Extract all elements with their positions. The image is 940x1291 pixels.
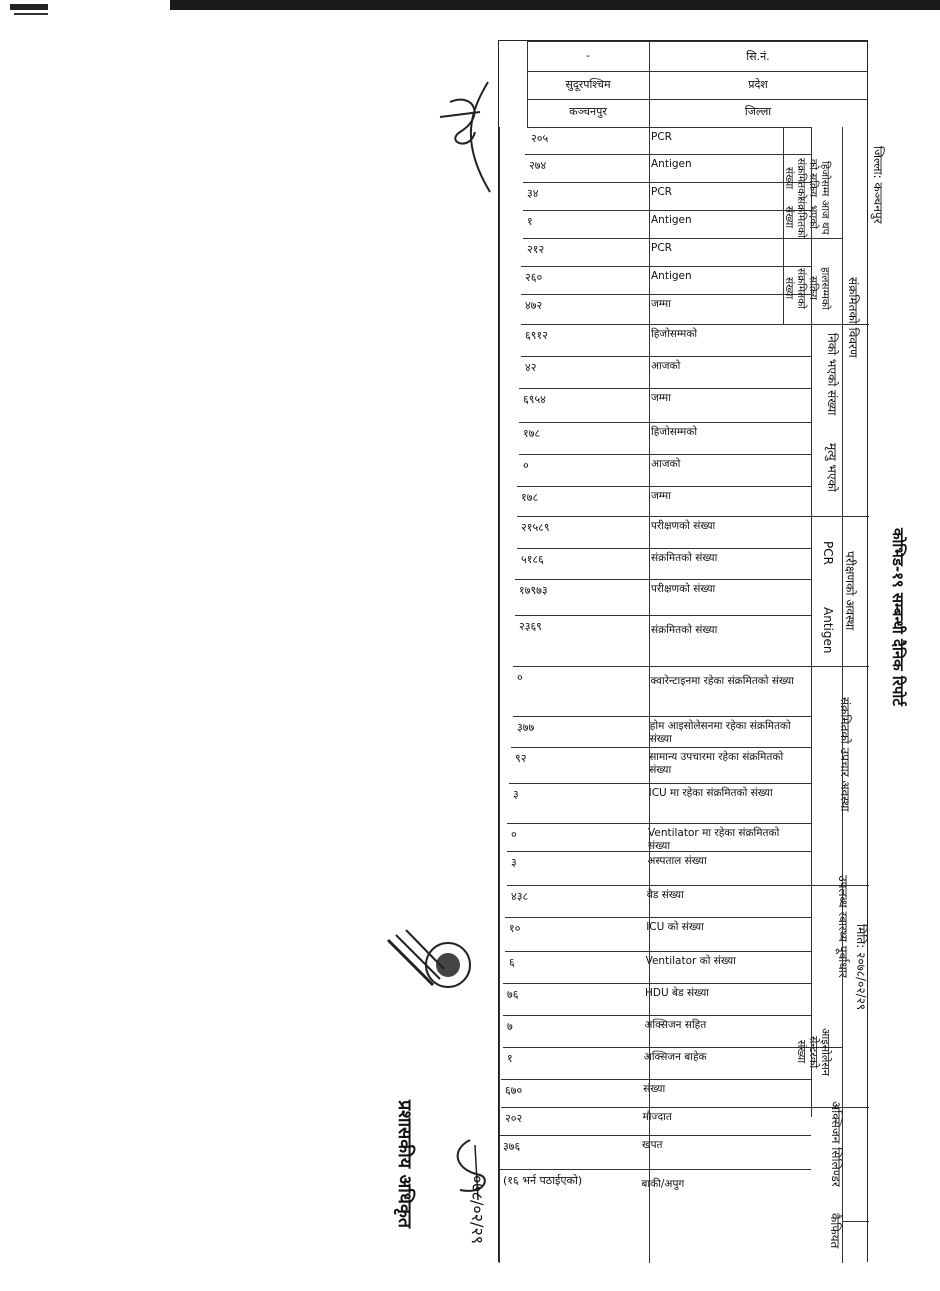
table-left-border: [499, 127, 500, 1263]
row-label: परीक्षणको संख्या: [651, 583, 716, 595]
table-row: [503, 1047, 811, 1079]
table-row: [499, 1135, 811, 1169]
row-value: ३: [511, 856, 517, 869]
table-row: [523, 210, 811, 238]
row-value: १: [507, 1052, 513, 1065]
row-label: अस्पताल संख्या: [647, 855, 707, 867]
table-row: [507, 885, 811, 917]
row-value: २०५: [531, 132, 549, 145]
row-value: ७६: [507, 988, 519, 1001]
row-label: जम्मा: [651, 392, 671, 404]
table-row: [521, 266, 811, 294]
serial-value: -: [586, 49, 590, 62]
row-label: अक्सिजन बाहेक: [643, 1051, 707, 1063]
row-label: होम आइसोलेसनमा रहेका संक्रमितको संख्या: [649, 720, 791, 745]
group-test-status: परीक्षणको अवस्था: [843, 551, 857, 631]
table-row: [525, 154, 811, 182]
row-value: १७९७३: [519, 584, 548, 597]
row-value: २६०: [525, 271, 543, 284]
row-value: ०: [517, 671, 523, 684]
table-row: [501, 1079, 811, 1107]
table-row: [503, 1015, 811, 1047]
row-value: २०२: [505, 1112, 523, 1125]
group-divider: [842, 666, 869, 667]
table-row: [507, 851, 811, 885]
table-row: [501, 1107, 811, 1135]
table-row: [513, 666, 811, 716]
header-district-row: [527, 104, 867, 128]
group-oxygen-cylinders: अक्सिजन सिलिण्डर: [829, 1101, 843, 1187]
row-value: ०: [523, 459, 529, 472]
date-side-label: मिति: २०७८/०२/२९: [854, 924, 868, 1011]
row-value: ६: [509, 956, 515, 969]
group-divider: [842, 1107, 869, 1108]
handwritten-initial-mark: [430, 72, 510, 202]
table-row: [499, 1169, 811, 1221]
scan-mark: [10, 4, 48, 10]
row-value: ६९५४: [523, 393, 546, 406]
row-value: २७४: [529, 159, 547, 172]
row-value: ९२: [515, 752, 527, 765]
row-label: परीक्षणको संख्या: [651, 520, 716, 532]
group-recovered: निको भएको संख्या: [825, 333, 839, 416]
group-current-active: हालसम्मको सक्रिय संक्रमितको संख्या: [783, 266, 831, 310]
table-row: [521, 294, 811, 324]
group-yesterday-active: हिजोसम्म को सक्रिय संक्रमितको संख्या: [783, 158, 831, 199]
district-value: कञ्चनपुर: [569, 105, 607, 118]
scan-top-bar: [170, 0, 940, 10]
group-isolation-centers: आइसोलेसन सेन्टरको संख्या: [795, 1028, 832, 1076]
row-label: HDU बेड संख्या: [645, 987, 710, 999]
row-label: PCR: [651, 131, 672, 143]
row-value: १७८: [521, 491, 539, 504]
row-label: जम्मा: [651, 298, 671, 310]
table-row: [527, 127, 811, 154]
row-value: २१५८९: [521, 521, 550, 534]
group-pcr: PCR: [821, 541, 835, 565]
table-row: [515, 579, 811, 615]
row-label: आजको: [651, 360, 681, 372]
group-divider: [842, 516, 869, 517]
row-value: ४३८: [511, 890, 529, 903]
row-label: अक्सिजन सहित: [644, 1019, 707, 1031]
district-label: जिल्ला: [744, 105, 772, 118]
officer-title: प्रशासकीय अधिकृत: [394, 1100, 415, 1229]
row-value: ४२: [525, 361, 537, 374]
table-row: [507, 823, 811, 851]
row-value: ०: [511, 828, 517, 841]
table-row: [513, 716, 811, 747]
table-row: [519, 388, 811, 422]
row-value: १०: [509, 922, 521, 935]
row-value: (१६ भर्न पठाईएको): [503, 1174, 583, 1187]
province-value: सुदूरपश्चिम: [565, 78, 611, 91]
district-side-label: जिल्ला: कञ्चनपुर: [871, 146, 885, 224]
row-value: १७८: [523, 427, 541, 440]
table-row: [523, 238, 811, 266]
row-label: ICU मा रहेका संक्रमितको संख्या: [648, 787, 773, 799]
table-row: [505, 917, 811, 951]
table-row: [517, 486, 811, 516]
table-row: [509, 783, 811, 823]
row-label: PCR: [651, 186, 672, 198]
row-label: सामान्य उपचारमा रहेका संक्रमितको संख्या: [649, 751, 784, 776]
row-label: Antigen: [651, 270, 692, 282]
row-label: संक्रमितको संख्या: [651, 552, 718, 564]
row-label: बाकी/अपुग: [641, 1178, 685, 1190]
serial-label: सि.नं.: [746, 50, 770, 63]
row-label: Ventilator को संख्या: [645, 955, 736, 967]
group-health-capacity: उपलब्ध स्वास्थ्य पूर्वाधार: [836, 875, 850, 978]
group-antigen: Antigen: [821, 607, 835, 654]
table-row: [505, 951, 811, 983]
table-row: [521, 356, 811, 388]
row-label: हिजोसम्मको: [651, 426, 698, 438]
group-infection-details: संक्रमितको विवरण: [846, 277, 860, 358]
group-remarks: कैफियत: [828, 1213, 842, 1249]
row-label: संख्या: [643, 1083, 666, 1095]
row-label: Antigen: [651, 214, 692, 226]
group-today-new: आज थप भएको संक्रमितको संख्या: [783, 196, 831, 238]
group-deaths: मृत्यु भएको: [825, 443, 839, 492]
row-label: क्वारेन्टाइनमा रहेका संक्रमितको संख्या: [650, 675, 794, 687]
row-label: खपत: [642, 1139, 663, 1151]
table-row: [511, 747, 811, 783]
table-row: [523, 182, 811, 210]
row-label: बेड संख्या: [646, 889, 684, 901]
group-divider: [842, 1221, 869, 1222]
row-label: Ventilator मा रहेका संक्रमितको संख्या: [648, 827, 780, 852]
scan-mark: [14, 13, 48, 15]
table-row: [519, 422, 811, 454]
row-label: आजको: [651, 458, 681, 470]
table-row: [515, 615, 811, 666]
office-stamp: [378, 925, 478, 1015]
group-divider: [811, 666, 842, 667]
row-value: ४७२: [525, 299, 543, 312]
row-label: जम्मा: [651, 490, 671, 502]
row-value: ६९१२: [525, 329, 548, 342]
table-row: [519, 454, 811, 486]
group-treatment-status: संक्रमितको उपचार अवस्था: [838, 697, 852, 812]
header-province-row: [527, 77, 867, 101]
row-label: Antigen: [651, 158, 692, 170]
table-row: [517, 548, 811, 579]
row-value: २१२: [527, 243, 545, 256]
row-label: संक्रमितको संख्या: [651, 624, 718, 636]
row-value: ३: [513, 788, 519, 801]
row-label: PCR: [651, 242, 672, 254]
row-value: १: [527, 215, 533, 228]
handwritten-date: ०७८/०२/२९: [468, 1175, 487, 1245]
row-value: ३७६: [503, 1140, 521, 1153]
table-row: [503, 983, 811, 1015]
report-table: [498, 40, 868, 1262]
row-label: हिजोसम्मको: [651, 328, 698, 340]
row-value: ३७७: [517, 721, 535, 734]
row-label: मौज्दात: [642, 1111, 672, 1123]
table-row: [521, 324, 811, 356]
province-label: प्रदेश: [748, 78, 768, 91]
page-title: कोभिड-१९ सम्बन्धी दैनिक रिपोर्ट: [889, 528, 907, 706]
row-value: ७: [507, 1020, 513, 1033]
row-value: ६७०: [505, 1084, 523, 1097]
group-divider: [811, 516, 842, 517]
table-row: [517, 516, 811, 548]
row-label: ICU को संख्या: [646, 921, 704, 933]
row-value: ५१८६: [521, 553, 544, 566]
header-serial-row: [527, 49, 867, 73]
row-value: ३४: [527, 187, 539, 200]
row-value: २३६९: [519, 620, 542, 633]
